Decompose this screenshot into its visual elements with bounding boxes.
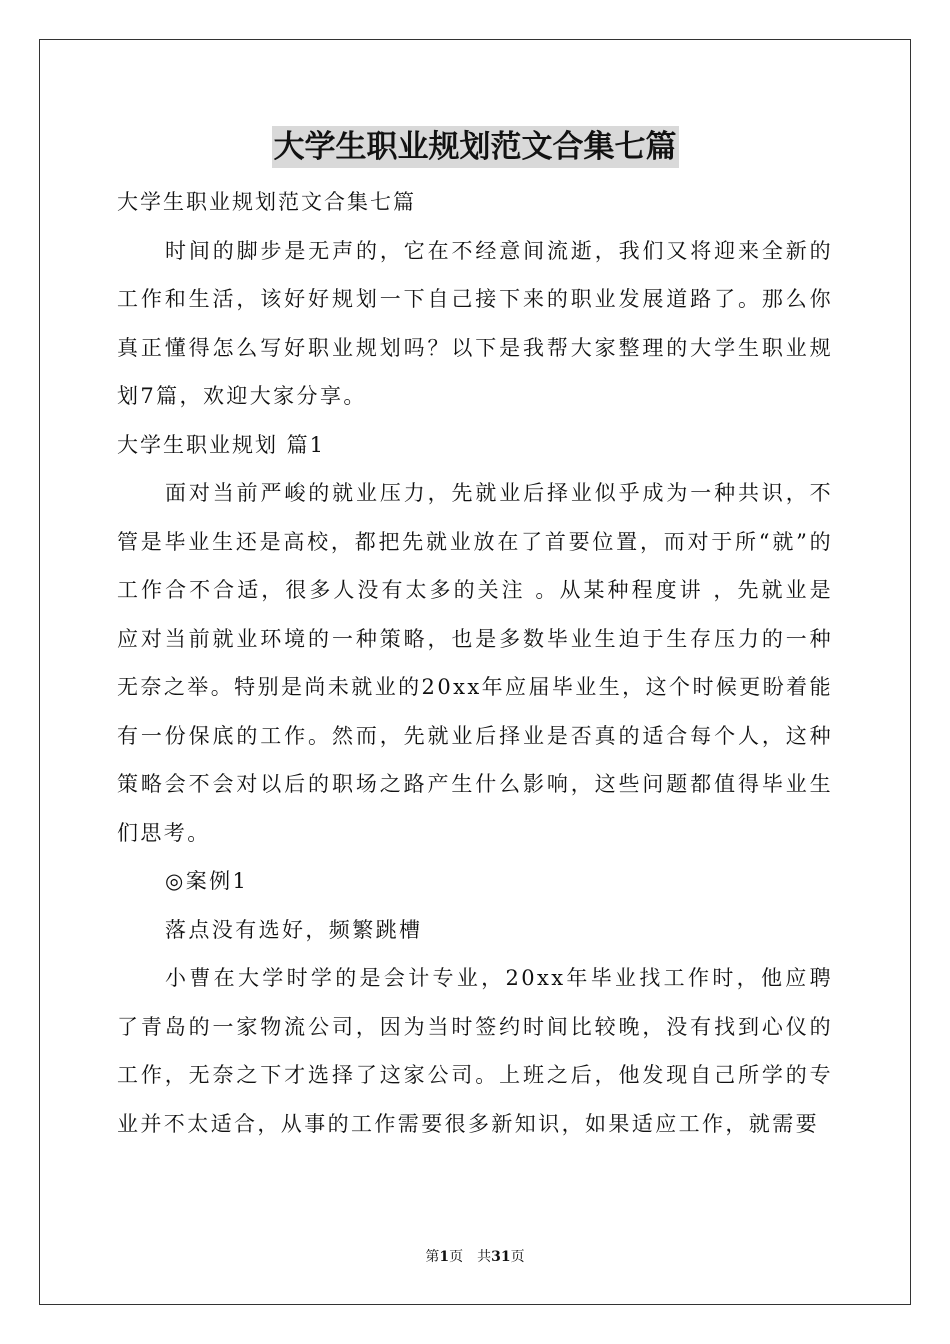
current-page-number: 1: [439, 1249, 450, 1265]
subtitle-line: 大学生职业规划范文合集七篇: [117, 190, 416, 214]
document-body: [117, 178, 833, 1148]
body-paragraph: 面对当前严峻的就业压力，先就业后择业似乎成为一种共识，不管是毕业生还是高校，都把先就业放在了首要位置，而对于所“就”的工作合不合适，很多人没有太多的关注 。从某种程度讲 ，先就业是应对当前就业环境的一种策略，也是多数毕业生迫于生存压力的一种无奈之举。特别是尚未就业的20xx年应届毕业生，这个时候更盼着能有一份保底的工作。然而，先就业后择业是否真的适合每个人，这种策略会不会对以后的职场之路产生什么影响，这些问题都值得毕业生们思考。: [117, 481, 833, 845]
title-container: [0, 126, 950, 168]
section-heading: 大学生职业规划 篇1: [117, 432, 326, 457]
footer-mid: 页 共: [449, 1249, 492, 1265]
document-title: 大学生职业规划范文合集七篇: [272, 126, 679, 168]
case-label: ◎案例1: [165, 869, 249, 893]
case-paragraph: 小曹在大学时学的是会计专业，20xx年毕业找工作时，他应聘了青岛的一家物流公司，因为当时签约时间比较晚，没有找到心仪的工作，无奈之下才选择了这家公司。上班之后，他发现自己所学的专业并不太适合，从事的工作需要很多新知识，如果适应工作，就需要: [117, 966, 833, 1136]
page-footer: [0, 1246, 950, 1266]
intro-paragraph: 时间的脚步是无声的，它在不经意间流逝，我们又将迎来全新的工作和生活，该好好规划一下自己接下来的职业发展道路了。那么你真正懂得怎么写好职业规划吗？以下是我帮大家整理的大学生职业规划7篇，欢迎大家分享。: [117, 238, 833, 408]
case-subheading: 落点没有选好，频繁跳槽: [165, 917, 423, 942]
footer-prefix: 第: [425, 1249, 440, 1265]
total-page-number: 31: [491, 1249, 511, 1265]
footer-suffix: 页: [510, 1249, 525, 1265]
